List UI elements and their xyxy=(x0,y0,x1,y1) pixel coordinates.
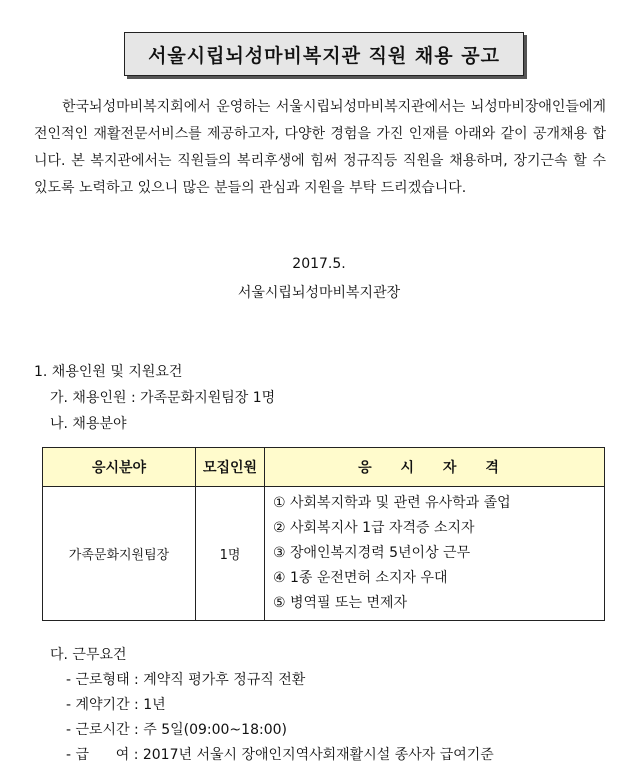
recruitment-table xyxy=(42,447,605,621)
qualification-item: ① 사회복지학과 및 관련 유사학과 졸업 xyxy=(273,495,511,511)
intro-paragraph: 한국뇌성마비복지회에서 운영하는 서울시립뇌성마비복지관에서는 뇌성마비장애인들에게 전인적인 재활전문서비스를 제공하고자, 다양한 경험을 가진 인재를 아래와 같이 공개채용 합니다. 본 복지관에서는 직원들의 복리후생에 힘써 정규직등 직원을 채용하며, 장기근속 할 수 있도록 노력하고 있으니 많은 분들의 관심과 지원을 부탁 드리겠습니다. xyxy=(34,99,606,196)
cell-count: 1명 xyxy=(196,487,265,621)
table-row xyxy=(43,487,605,621)
announcement-date: 2017.5. xyxy=(292,256,346,272)
section-heading-recruitment: 1. 채용인원 및 지원요건 xyxy=(34,364,183,380)
condition-working-hours: - 근로시간 : 주 5일(09:00~18:00) xyxy=(66,722,287,738)
conditions-heading: 다. 근무요건 xyxy=(50,647,127,663)
condition-employment-type: - 근로형태 : 계약직 평가후 정규직 전환 xyxy=(66,672,306,688)
cell-field: 가족문화지원팀장 xyxy=(43,487,196,621)
table-header-row xyxy=(43,448,605,487)
announcement-title xyxy=(124,32,524,76)
condition-contract-period: - 계약기간 : 1년 xyxy=(66,697,166,713)
header-count: 모집인원 xyxy=(196,448,265,487)
qualification-item: ② 사회복지사 1급 자격증 소지자 xyxy=(273,520,475,536)
condition-salary: - 급 여 : 2017년 서울시 장애인지역사회재활시설 종사자 급여기준 xyxy=(66,747,494,763)
organization-signature: 서울시립뇌성마비복지관장 xyxy=(237,285,401,301)
recruitment-count: 가. 채용인원 : 가족문화지원팀장 1명 xyxy=(50,390,276,406)
cell-qualifications xyxy=(265,487,605,621)
qualification-item: ③ 장애인복지경력 5년이상 근무 xyxy=(273,545,471,561)
header-field: 응시분야 xyxy=(43,448,196,487)
qualification-item: ⑤ 병역필 또는 면제자 xyxy=(273,595,408,611)
announcement-title-text: 서울시립뇌성마비복지관 직원 채용 공고 xyxy=(148,44,500,67)
recruitment-field-heading: 나. 채용분야 xyxy=(50,416,127,432)
qualification-item: ④ 1종 운전면허 소지자 우대 xyxy=(273,570,448,586)
header-qualifications: 응 시 자 격 xyxy=(265,448,605,487)
